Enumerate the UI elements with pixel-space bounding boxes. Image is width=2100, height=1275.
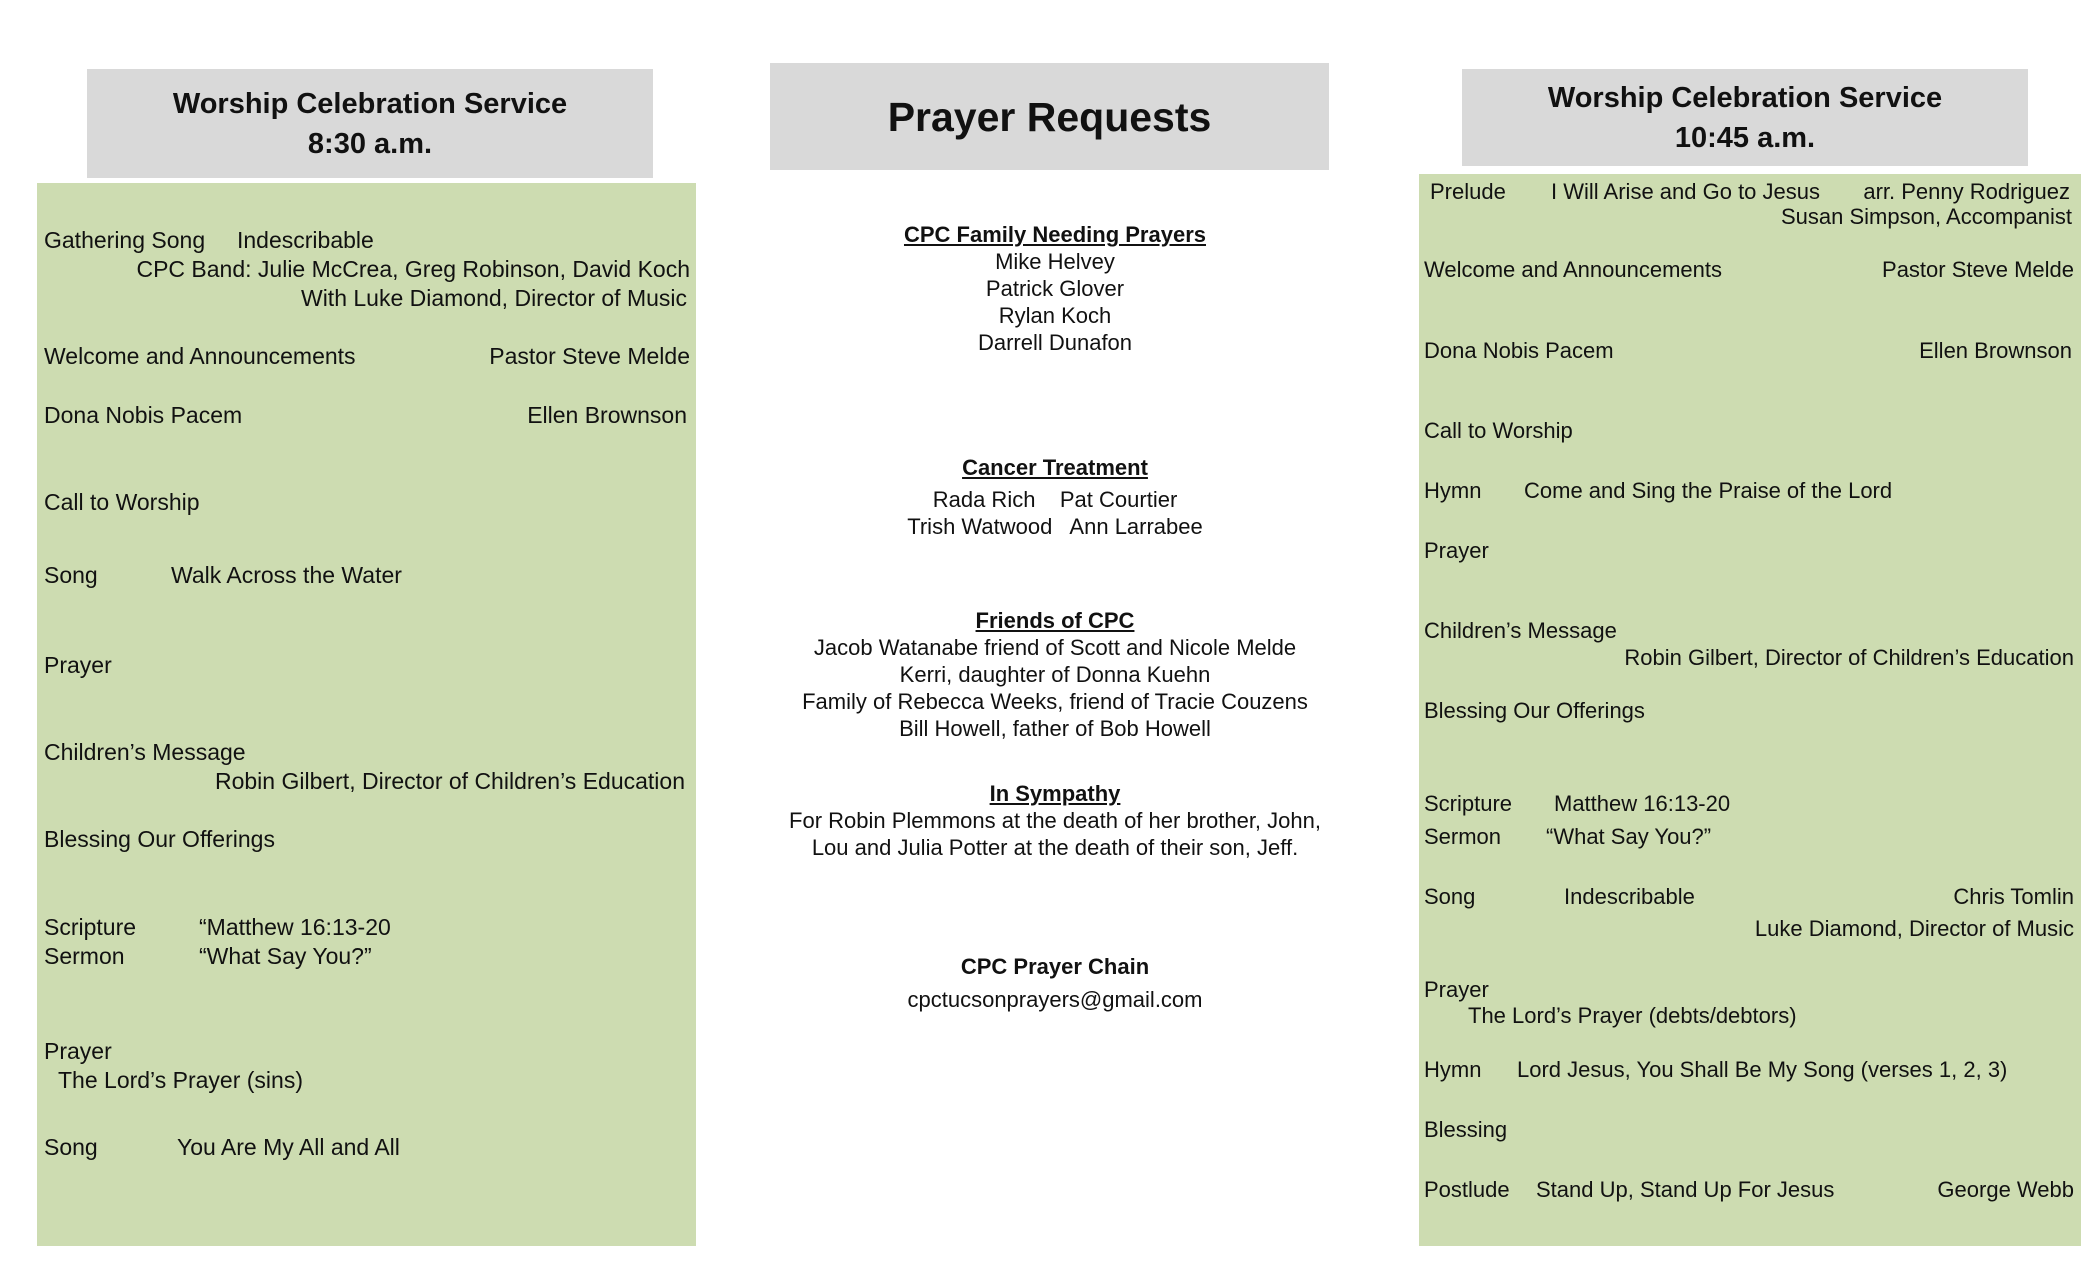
- right-song-label: Song: [1424, 884, 1476, 909]
- left-scripture-text: “Matthew 16:13-20: [199, 914, 391, 940]
- family-name: Rylan Koch: [998, 303, 1112, 328]
- family-name: Mike Helvey: [995, 249, 1115, 274]
- cancer-line: Trish Watwood Ann Larrabee: [907, 514, 1203, 539]
- left-song1-title: Walk Across the Water: [171, 562, 402, 588]
- right-prayer2: Prayer: [1424, 977, 1489, 1002]
- right-postlude-title: Stand Up, Stand Up For Jesus: [1536, 1177, 1835, 1202]
- friends-line: Bill Howell, father of Bob Howell: [899, 716, 1211, 741]
- prayer-chain-email[interactable]: cpctucsonprayers@gmail.com: [907, 987, 1203, 1012]
- right-header-title: Worship Celebration Service: [1547, 81, 1943, 114]
- right-song-director: Luke Diamond, Director of Music: [1754, 916, 2074, 941]
- right-prelude-arr: arr. Penny Rodriguez: [1863, 179, 2070, 204]
- sympathy-heading: In Sympathy: [989, 781, 1121, 806]
- right-prayer1: Prayer: [1424, 538, 1489, 563]
- left-gathering-song-title: Indescribable: [237, 227, 374, 253]
- right-dona-label: Dona Nobis Pacem: [1424, 338, 1614, 363]
- right-hymn2-title: Lord Jesus, You Shall Be My Song (verses 1, 2, 3): [1517, 1057, 2008, 1082]
- left-blessing-offerings: Blessing Our Offerings: [44, 826, 275, 852]
- left-prayer1: Prayer: [44, 652, 112, 678]
- right-song-title: Indescribable: [1564, 884, 1695, 909]
- right-hymn2-label: Hymn: [1424, 1057, 1482, 1082]
- family-name: Patrick Glover: [985, 276, 1125, 301]
- left-header: [87, 69, 653, 178]
- right-blessing: Blessing: [1424, 1117, 1508, 1142]
- sympathy-section: [770, 780, 1340, 861]
- left-song2-title: You Are My All and All: [177, 1134, 400, 1160]
- right-blessing-offerings: Blessing Our Offerings: [1424, 698, 1645, 723]
- left-childrens-message: Children’s Message: [44, 739, 246, 765]
- friends-line: Kerri, daughter of Donna Kuehn: [899, 662, 1211, 687]
- cancer-line: Rada Rich Pat Courtier: [932, 487, 1178, 512]
- right-accompanist: Susan Simpson, Accompanist: [1780, 204, 2072, 229]
- right-sermon-label: Sermon: [1424, 824, 1502, 849]
- right-song-author: Chris Tomlin: [1953, 884, 2074, 909]
- prayer-requests-title: Prayer Requests: [887, 93, 1212, 140]
- cancer-heading: Cancer Treatment: [962, 455, 1148, 480]
- left-cpc-band: CPC Band: Julie McCrea, Greg Robinson, David Koch: [136, 256, 690, 282]
- left-header-time: 8:30 a.m.: [307, 127, 433, 160]
- family-name: Darrell Dunafon: [977, 330, 1133, 355]
- friends-line: Jacob Watanabe friend of Scott and Nicole Melde: [813, 635, 1297, 660]
- left-sermon-label: Sermon: [44, 943, 125, 969]
- right-scripture-label: Scripture: [1424, 791, 1513, 816]
- left-song2-label: Song: [44, 1134, 98, 1160]
- left-welcome-person: Pastor Steve Melde: [489, 343, 690, 369]
- sympathy-line: For Robin Plemmons at the death of her brother, John,: [789, 808, 1321, 833]
- right-postlude-author: George Webb: [1937, 1177, 2074, 1202]
- friends-line: Family of Rebecca Weeks, friend of Tracie Couzens: [802, 689, 1308, 714]
- prayer-chain-heading: CPC Prayer Chain: [960, 954, 1150, 979]
- right-scripture-text: Matthew 16:13-20: [1554, 791, 1731, 816]
- left-dona-label: Dona Nobis Pacem: [44, 402, 243, 428]
- family-section: [770, 221, 1340, 356]
- sympathy-line: Lou and Julia Potter at the death of their son, Jeff.: [811, 835, 1299, 860]
- left-dona-person: Ellen Brownson: [527, 402, 687, 428]
- right-header: [1462, 69, 2028, 166]
- left-sermon-text: “What Say You?”: [199, 943, 372, 969]
- right-header-time: 10:45 a.m.: [1674, 121, 1816, 154]
- left-header-title: Worship Celebration Service: [172, 87, 568, 120]
- left-welcome-label: Welcome and Announcements: [44, 343, 356, 369]
- left-prayer2: Prayer: [44, 1038, 112, 1064]
- left-scripture-label: Scripture: [44, 914, 137, 940]
- left-with-luke: With Luke Diamond, Director of Music: [300, 285, 687, 311]
- right-postlude-label: Postlude: [1424, 1177, 1510, 1202]
- left-song1-label: Song: [44, 562, 98, 588]
- right-call-to-worship: Call to Worship: [1424, 418, 1573, 443]
- left-call-to-worship: Call to Worship: [44, 489, 200, 515]
- right-childrens-person: Robin Gilbert, Director of Children’s Education: [1624, 645, 2074, 670]
- right-prelude-label: Prelude: [1430, 179, 1506, 204]
- right-welcome-label: Welcome and Announcements: [1424, 257, 1722, 282]
- prayer-chain-section: [770, 953, 1340, 1013]
- right-hymn1-title: Come and Sing the Praise of the Lord: [1524, 478, 1893, 503]
- friends-heading: Friends of CPC: [975, 608, 1135, 633]
- right-prelude-title: I Will Arise and Go to Jesus: [1551, 179, 1820, 204]
- left-childrens-person: Robin Gilbert, Director of Children’s Education: [214, 768, 685, 794]
- right-welcome-person: Pastor Steve Melde: [1882, 257, 2074, 282]
- left-gathering-song-label: Gathering Song: [44, 227, 206, 253]
- family-heading: CPC Family Needing Prayers: [903, 222, 1206, 247]
- friends-section: [770, 607, 1340, 742]
- right-lords-prayer: The Lord’s Prayer (debts/debtors): [1468, 1003, 1797, 1028]
- right-hymn1-label: Hymn: [1424, 478, 1482, 503]
- right-dona-person: Ellen Brownson: [1919, 338, 2072, 363]
- middle-header: [770, 63, 1329, 170]
- right-childrens-message: Children’s Message: [1424, 618, 1617, 643]
- cancer-section: [770, 454, 1340, 540]
- left-lords-prayer: The Lord’s Prayer (sins): [58, 1067, 303, 1093]
- right-sermon-text: “What Say You?”: [1546, 824, 1712, 849]
